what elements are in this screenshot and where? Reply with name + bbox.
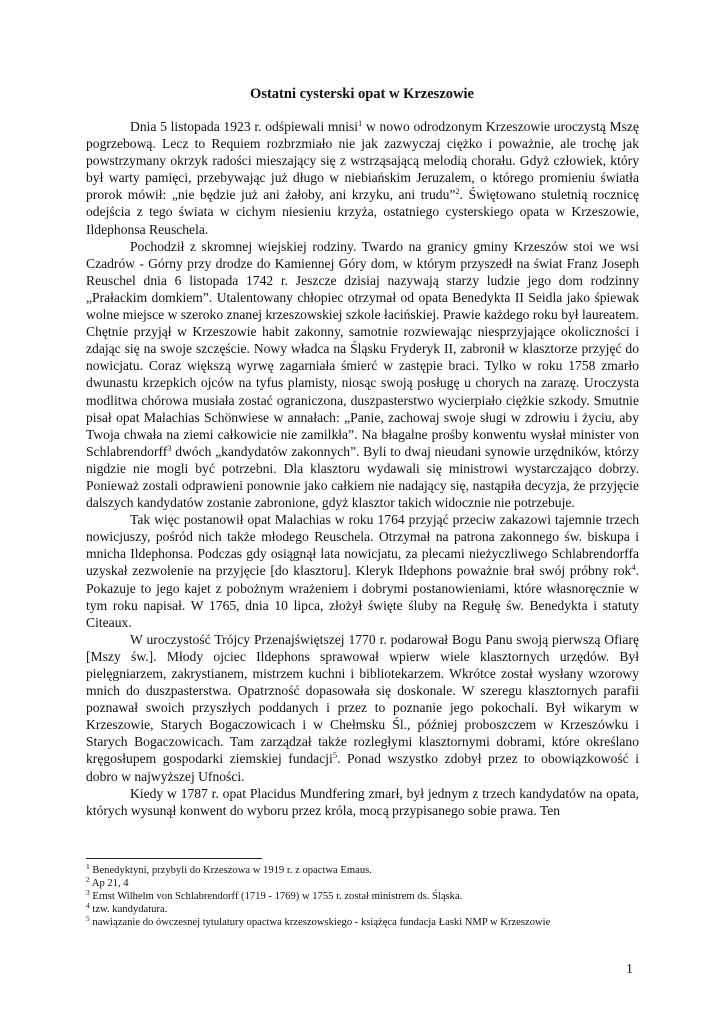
paragraph-text: . Pokazuje to jego kajet z pobożnym wrażeniem i dobrymi postanowieniami, które własnoręcznie w tym roku napisał. W 1765, dnia 10 lipca, złożył święte śluby na Regułę św. Benedykta i statuty Citeaux. bbox=[86, 563, 639, 630]
footnote-number: 5 bbox=[86, 914, 90, 924]
footnote bbox=[86, 864, 646, 877]
paragraph-5 bbox=[86, 785, 639, 819]
footnote-text: Ap 21, 4 bbox=[89, 878, 129, 890]
footnote-ref: 4 bbox=[631, 562, 636, 573]
paragraph-text: w nowo odrodzonym Krzeszowie uroczystą Mszę pogrzebową. Lecz to Requiem rozbrzmiało nie jak zazwyczaj ciężko i poważnie, ale trochę jak powstrzymany okrzyk radości mieszający się z wstrząsającą melodią chorału. Gdyż człowiek, który był warty pamięci, przebywając już długo w niebiańskim Jeruzalem, o którego promieniu światła prorok mówił: „nie będzie już ani żałoby, ani krzyku, ani trudu” bbox=[86, 119, 639, 203]
footnote-ref: 5 bbox=[332, 750, 338, 761]
paragraph-3 bbox=[86, 511, 639, 631]
footnote-number: 2 bbox=[86, 875, 90, 885]
paragraph-text: Dnia 5 listopada 1923 r. odśpiewali mnisi bbox=[130, 119, 359, 134]
article-body bbox=[86, 118, 639, 819]
paragraph-text: W uroczystość Trójcy Przenajświętszej 1770 r. podarował Bogu Panu swoją pierwszą Ofiarę [Mszy św.]. Młody ojciec Ildephons sprawował wpierw wiele klasztornych urzędów. Był pielęgniarzem, zakrystianem, mistrzem kuchni i bibliotekarzem. Wkrótce został wysłany wzorowy mnich do duszpasterstwa. Opatrzność dopasowała się doskonale. W szeregu klasztornych parafii poznawał swoich przyszłych poddanych i przez to poznanie jego pokochali. Był wikarym w Krzeszowie, Starych Bogaczowicach i w Chełmsku Śl., później proboszczem w Krzeszówku i Starych Bogaczowicach. Tam zarządzał także rozległymi klasztornymi dobrami, które określano kręgosłupem gospodarki ziemskiej fundacji bbox=[86, 631, 639, 767]
footnote-divider bbox=[86, 858, 262, 859]
footnote-text: Benedyktyni, przybyli do Krzeszowa w 1919 r. z opactwa Emaus. bbox=[89, 865, 372, 876]
footnote-ref: 1 bbox=[358, 118, 363, 128]
paragraph-text: . Świętowano stuletnią rocznicę odejścia z tego świata w cichym niesieniu krzyża, ostatniego cysterskiego opata w Krzeszowie, Ildephonsa Reuschela. bbox=[86, 187, 639, 237]
paragraph-text: Kiedy w 1787 r. opat Placidus Mundfering zmarł, był jednym z trzech kandydatów na opata, których wysunął konwent do wyboru przez króla, mocą przypisanego sobie prawa. Ten bbox=[86, 785, 639, 818]
footnotes bbox=[86, 864, 646, 929]
paragraph-text: . Ponad wszystko zdobył przez to obowiązkowość i dobro w najwyższej Ufności. bbox=[86, 751, 639, 784]
footnote bbox=[86, 890, 646, 903]
paragraph-1 bbox=[86, 118, 639, 238]
paragraph-text: Pochodził z skromnej wiejskiej rodziny. Twardo na granicy gminy Krzeszów stoi we wsi Czadrów - Górny przy drodze do Kamiennej Góry dom, w którym przyszedł na świat Franz Joseph Reuschel dnia 6 listopada 1742 r. Jeszcze dzisiaj nazywają starzy ludzie jego dom rodzinny „Prałackim domkiem”. Utalentowany chłopiec otrzymał od opata Benedykta II Seidla jako śpiewak wolne miejsce w szeroko znanej krzeszowskiej szkole łacińskiej. Prawie każdego roku był laureatem. Chętnie przyjął w Krzeszowie habit zakonny, samotnie rozwiewając niesprzyjające okoliczności i zdając się na swoje szczęście. Nowy władca na Śląsku Fryderyk II, zabronił w klasztorze przyjęć do nowicjatu. Coraz większą wyrwę zagarniała śmierć w zastępie braci. Tylko w roku 1758 zmarło dwunastu krzepkich ojców na tyfus plamisty, niosąc swoją posługę u chorych na zarazę. Uroczysta modlitwa chórowa musiała zostać ograniczona, duszpasterstwo wycierpiało ciężkie szkody. Smutnie pisał opat Malachias Schönwiese w annałach: „Panie, zachowaj swoje sługi w zdrowiu i życiu, aby Twoja chwała na ziemi całkowicie nie zamilkła”. Na błagalne prośby konwentu wysłał minister von Schlabrendorff bbox=[86, 238, 639, 459]
footnote-number: 4 bbox=[86, 901, 90, 911]
footnote-number: 3 bbox=[86, 888, 90, 898]
footnote bbox=[86, 903, 646, 916]
footnote bbox=[86, 877, 646, 890]
page-title: Ostatni cysterski opat w Krzeszowie bbox=[250, 86, 474, 102]
footnote-text: nawiązanie do ówczesnej tytulatury opactwa krzeszowskiego - książęca fundacja Łaski NMP w Krzeszowie bbox=[89, 917, 551, 929]
footnote-number: 1 bbox=[86, 862, 90, 871]
footnote-text: Ernst Wilhelm von Schlabrendorff (1719 - 1769) w 1755 r. został ministrem ds. Śląska. bbox=[89, 891, 463, 903]
paragraph-text: Tak więc postanowił opat Malachias w roku 1764 przyjąć przeciw zakazowi tajemnie trzech nowicjuszy, pośród nich także młodego Reuschela. Otrzymał na patrona zakonnego św. biskupa i mnicha Ildephonsa. Podczas gdy osiągnął lata nowicjatu, za plecami nieżyczliwego Schlabrendorffa uzyskał zezwolenie na przyjęcie [do klasztoru]. Kleryk Ildephons poważnie brał swój próbny rok bbox=[86, 512, 639, 579]
paragraph-text: dwóch „kandydatów zakonnych”. Byli to dwaj nieudani synowie urzędników, którzy nigdzie nie mogli być potrzebni. Dla klasztoru wydawali się ministrowi wystarczająco dobrzy. Ponieważ zostali odprawieni ponownie jako całkiem nie nadający się, nastąpiła decyzja, że przyjęcie dalszych kandydatów zostanie zabronione, gdyż klasztor takich widocznie nie potrzebuje. bbox=[86, 443, 639, 511]
page-number: 1 bbox=[626, 962, 633, 977]
paragraph-2 bbox=[86, 238, 639, 512]
footnote-ref: 3 bbox=[167, 442, 172, 453]
paragraph-4 bbox=[86, 631, 639, 785]
footnote-ref: 2 bbox=[455, 186, 460, 197]
footnote-text: tzw. kandydatura. bbox=[89, 904, 168, 916]
footnote bbox=[86, 916, 646, 929]
